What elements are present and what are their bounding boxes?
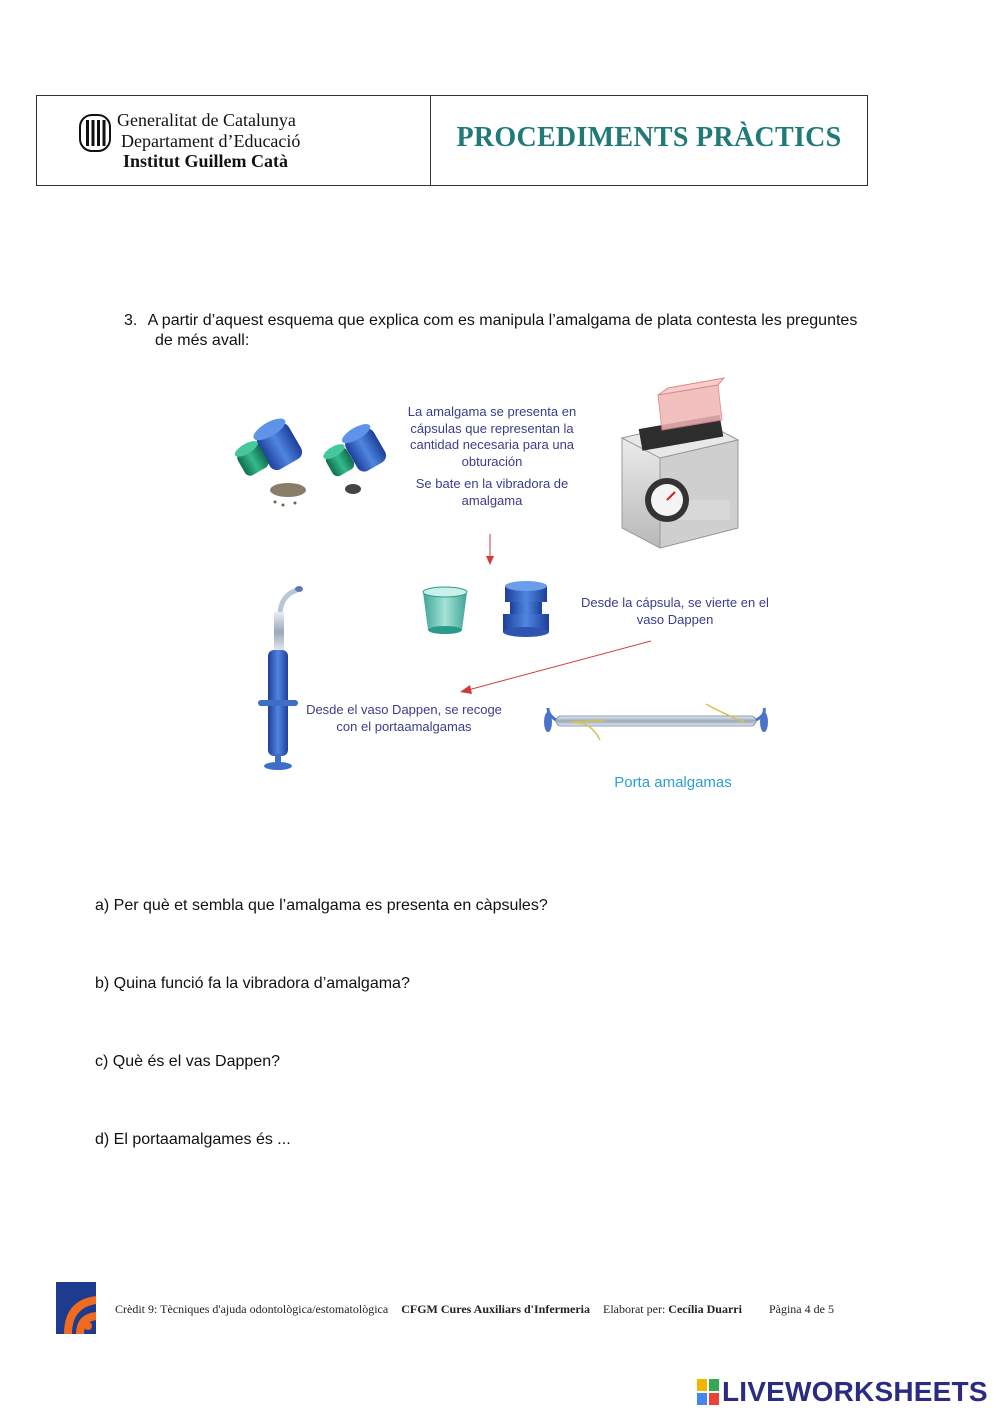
footer-author-label: Elaborat per: xyxy=(602,1302,666,1316)
dappen-glass-blue xyxy=(503,581,549,637)
liveworksheets-logo-icon xyxy=(697,1379,719,1405)
caption-vibrator: Se bate en la vibradora de amalgama xyxy=(415,476,569,508)
caption-capsules: La amalgama se presenta en cápsulas que representan la cantidad necesaria para una obturación xyxy=(407,404,577,469)
subquestion-a: a) Per què et sembla que l’amalgama es presenta en càpsules? xyxy=(95,897,548,914)
amalgam-capsule-closed xyxy=(321,420,389,494)
question-intro xyxy=(124,311,904,351)
subquestion-b: b) Quina funció fa la vibradora d’amalgama? xyxy=(95,975,410,992)
footer-line xyxy=(115,1302,834,1317)
footer-page-number: Pàgina 4 de 5 xyxy=(768,1302,834,1316)
school-logo-icon xyxy=(56,1282,96,1334)
question-intro-line1: A partir d’aquest esquema que explica com es manipula l’amalgama de plata contesta les preguntes xyxy=(147,312,858,329)
liveworksheets-watermark: LIVEWORKSHEETS xyxy=(722,1376,988,1407)
document-title: PROCEDIMENTS PRÀCTICS xyxy=(456,122,842,153)
subquestion-d: d) El portaamalgames és ... xyxy=(95,1131,291,1148)
department-name: Departament d’Educació xyxy=(121,131,301,151)
school-name: Institut Guillem Catà xyxy=(123,151,289,171)
caption-carrier: Desde el vaso Dappen, se recoge con el portaamalgamas xyxy=(306,702,502,734)
header-box xyxy=(36,95,868,186)
dappen-glass-green xyxy=(423,587,467,634)
footer-author: Cecília Duarri xyxy=(668,1302,742,1316)
label-porta-amalgamas: Porta amalgamas xyxy=(614,774,732,791)
amalgam-carrier-horizontal xyxy=(544,704,768,740)
question-intro-line2: de més avall: xyxy=(155,332,250,349)
generalitat-logo-icon xyxy=(79,114,111,152)
caption-dappen: Desde la cápsula, se vierte en el vaso Dappen xyxy=(581,595,769,627)
subquestion-c: c) Què és el vas Dappen? xyxy=(95,1053,280,1070)
amalgam-carrier-vertical xyxy=(258,586,303,770)
question-number: 3. xyxy=(124,312,138,329)
institution-name: Generalitat de Catalunya xyxy=(117,110,296,130)
footer-credit: Crèdit 9: Tècniques d'ajuda odontològica/estomatològica xyxy=(115,1302,389,1316)
footer-course: CFGM Cures Auxiliars d'Infermeria xyxy=(401,1302,590,1316)
amalgam-vibrator-machine xyxy=(622,378,738,548)
amalgam-capsule-open xyxy=(233,414,306,506)
